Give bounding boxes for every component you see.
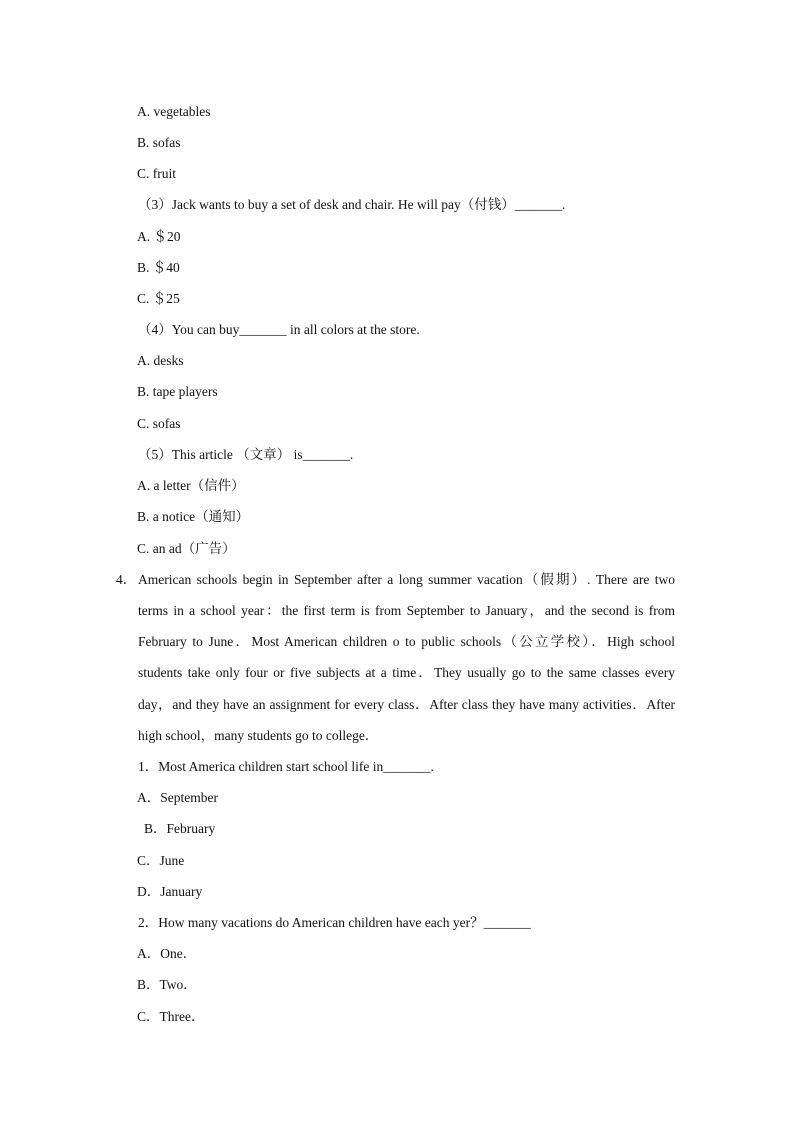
passage-line-1: American schools begin in September after a long summer vacation（假期）. There are two <box>138 572 675 587</box>
question-5-option-a: A. a letter（信件） <box>137 478 245 493</box>
question-5-stem: （5）This article （文章） is_______. <box>138 447 354 462</box>
question-4-stem: （4）You can buy_______ in all colors at the store. <box>138 322 420 337</box>
part4-question-1-option-d: D．January <box>137 884 203 899</box>
question-3-option-c: C. ＄25 <box>137 291 180 306</box>
question-5-option-b: B. a notice（通知） <box>137 509 250 524</box>
part4-question-2-option-b: B．Two． <box>137 977 197 992</box>
question-5-option-c: C. an ad（广告） <box>137 541 236 556</box>
part4-question-1-option-c: C．June <box>137 853 185 868</box>
passage-line-4: students take only four or five subjects at a time．They usually go to the same classes every <box>138 665 675 680</box>
part4-question-2-option-c: C．Three． <box>137 1009 205 1024</box>
question-3-stem: （3）Jack wants to buy a set of desk and chair. He will pay（付钱）_______. <box>138 197 566 212</box>
option-c-fruit: C. fruit <box>137 166 176 181</box>
passage-line-3: February to June．Most American children o to public schools（公立学校）．High school <box>138 634 675 649</box>
part4-question-1-option-a: A．September <box>137 790 218 805</box>
part4-question-1-stem: 1．Most America children start school life in_______. <box>138 759 434 774</box>
option-b-sofas: B. sofas <box>137 135 181 150</box>
passage-line-2: terms in a school year：the first term is from September to January，and the second is from <box>138 603 675 618</box>
part4-question-2-stem: 2．How many vacations do American children have each yer？_______ <box>138 915 531 930</box>
question-number-4: 4． <box>116 572 137 587</box>
question-4-option-c: C. sofas <box>137 416 181 431</box>
part4-question-1-option-b: B．February <box>144 821 216 836</box>
question-3-option-a: A. ＄20 <box>137 229 181 244</box>
question-4-option-a: A. desks <box>137 353 184 368</box>
question-3-option-b: B. ＄40 <box>137 260 180 275</box>
question-4-option-b: B. tape players <box>137 384 218 399</box>
passage-line-5: day，and they have an assignment for every class．After class they have many activities．After <box>138 697 675 712</box>
option-a-vegetables: A. vegetables <box>137 104 211 119</box>
part4-question-2-option-a: A．One． <box>137 946 197 961</box>
passage-line-6: high school，many students go to college． <box>138 728 379 743</box>
